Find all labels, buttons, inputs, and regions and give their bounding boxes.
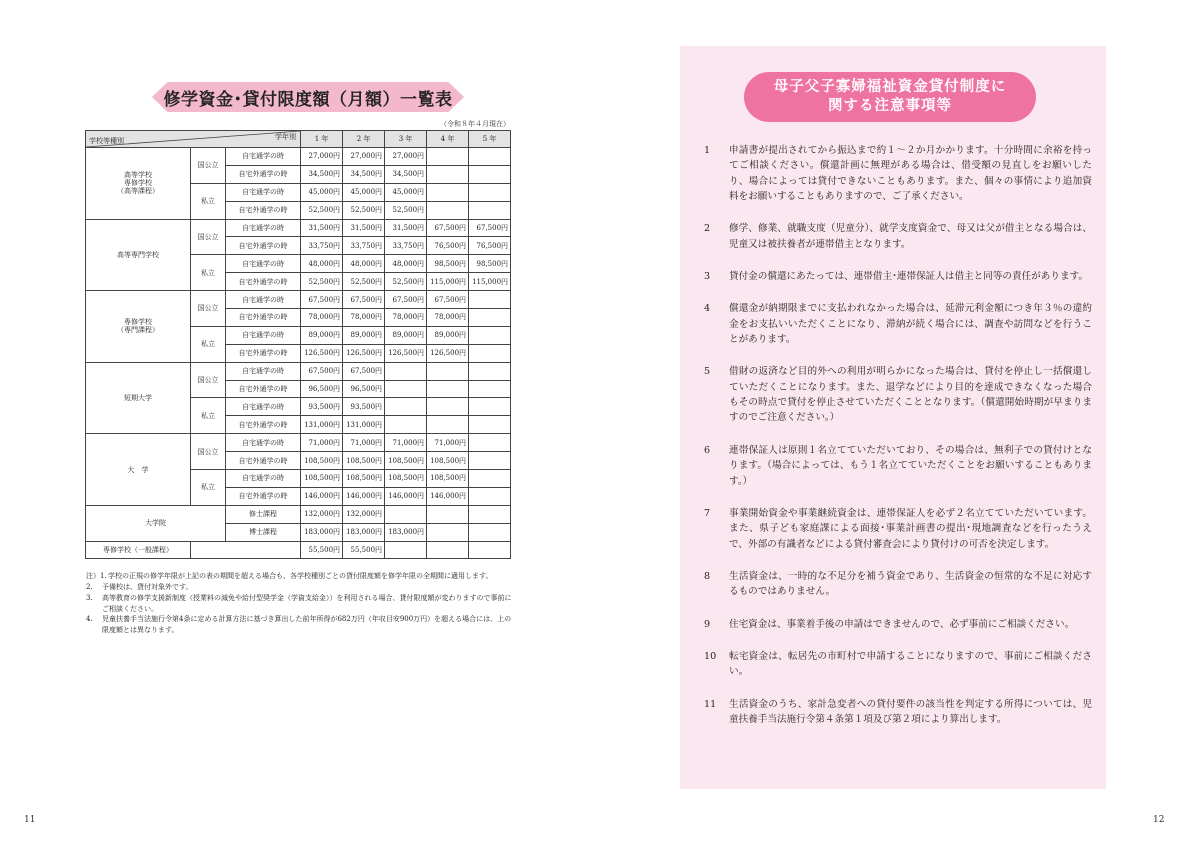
notice-item-number: 1 [704, 145, 711, 156]
commute-type-cell: 自宅外通学の時 [226, 380, 301, 398]
amount-cell [469, 201, 511, 219]
commute-type-cell: 自宅通学の時 [226, 434, 301, 452]
amount-cell [385, 505, 427, 523]
amount-cell [427, 148, 469, 166]
table-row [86, 362, 511, 380]
note-prefix: 3. [86, 593, 93, 602]
amount-cell [385, 541, 427, 559]
amount-cell: 131,000円 [343, 416, 385, 434]
amount-cell: 31,500円 [343, 219, 385, 237]
commute-type-cell: 自宅通学の時 [226, 255, 301, 273]
amount-cell: 34,500円 [385, 165, 427, 183]
amount-cell: 132,000円 [301, 505, 343, 523]
notice-item [704, 443, 1092, 489]
amount-cell [469, 326, 511, 344]
school-type-cell: 高等専門学校 [86, 219, 191, 291]
amount-cell [469, 470, 511, 488]
amount-cell: 108,500円 [343, 452, 385, 470]
notice-title-line1: 母子父子寡婦福祉資金貸付制度に [773, 79, 1007, 96]
commute-type-cell: 博士課程 [226, 523, 301, 541]
year-header: 2 年 [343, 131, 385, 148]
commute-type-cell: 自宅外通学の時 [226, 487, 301, 505]
amount-cell [385, 416, 427, 434]
school-type-cell: 高等学校 専修学校 （高等課程） [86, 148, 191, 220]
amount-cell: 67,500円 [343, 291, 385, 309]
notice-item [704, 506, 1092, 552]
notice-item-number: 7 [704, 507, 711, 519]
amount-cell [469, 165, 511, 183]
amount-cell [469, 291, 511, 309]
school-type-cell: 大学院 [86, 505, 226, 541]
notice-item-text: 借財の返済など目的外への利用が明らかになった場合は、貸付を停止し一括償還していただくことになります。また、退学などにより目的を達成できなくなった場合もその時点で貸付を停止させていただくこととなります。（償還開始時期が早まりますのでご注意ください。） [729, 366, 1092, 424]
amount-cell: 67,500円 [427, 219, 469, 237]
commute-type-cell: 自宅通学の時 [226, 470, 301, 488]
amount-cell: 33,750円 [343, 237, 385, 255]
amount-cell: 96,500円 [343, 380, 385, 398]
amount-cell: 27,000円 [343, 148, 385, 166]
amount-cell: 52,500円 [385, 273, 427, 291]
amount-cell: 126,500円 [427, 344, 469, 362]
year-header: 5 年 [469, 131, 511, 148]
amount-cell: 146,000円 [301, 487, 343, 505]
empty-cell [191, 541, 301, 559]
amount-cell [427, 183, 469, 201]
notice-item-text: 事業開始資金や事業継続資金は、連帯保証人を必ず２名立てていただいています。また、県子ども家庭課による面接･事業計画書の提出･現地調査などを行ったうえで、外部の有識者などによる貸付審査会により貸付けの可否を決定します。 [729, 507, 1092, 550]
commute-type-cell: 自宅外通学の時 [226, 416, 301, 434]
amount-cell [427, 165, 469, 183]
school-type-cell: 短期大学 [86, 362, 191, 434]
note-item [86, 571, 516, 582]
amount-cell: 34,500円 [301, 165, 343, 183]
school-type-label: 学校等種別 [89, 136, 124, 145]
table-notes [86, 571, 516, 636]
school-type-cell: 専修学校（一般課程） [86, 541, 191, 559]
note-prefix: 2. [86, 582, 93, 591]
commute-type-cell: 自宅外通学の時 [226, 452, 301, 470]
note-text: 高等教育の修学支援新制度（授業料の減免や給付型奨学金（学資支給金））を利用される場合、貸付限度額が変わりますので事前にご相談ください。 [102, 593, 512, 613]
amount-cell [469, 452, 511, 470]
note-prefix: 注）1. [86, 572, 107, 580]
amount-cell [427, 201, 469, 219]
ownership-cell: 国公立 [191, 362, 226, 398]
amount-cell [469, 416, 511, 434]
commute-type-cell: 自宅外通学の時 [226, 201, 301, 219]
table-row [86, 291, 511, 309]
amount-cell [385, 362, 427, 380]
amount-cell: 183,000円 [301, 523, 343, 541]
amount-cell: 126,500円 [301, 344, 343, 362]
commute-type-cell: 自宅通学の時 [226, 291, 301, 309]
amount-cell: 108,500円 [385, 452, 427, 470]
note-item [86, 582, 516, 593]
notice-item-text: 修学、修業、就職支度（児童分）、就学支度資金で、母又は父が借主となる場合は、児童又は被扶養者が連帯借主となります。 [729, 223, 1092, 250]
amount-cell [427, 416, 469, 434]
school-type-cell: 大 学 [86, 434, 191, 506]
amount-cell: 45,000円 [343, 183, 385, 201]
amount-cell [469, 344, 511, 362]
commute-type-cell: 自宅外通学の時 [226, 237, 301, 255]
table-row [86, 505, 511, 523]
amount-cell: 89,000円 [343, 326, 385, 344]
amount-cell [385, 380, 427, 398]
amount-cell: 78,000円 [427, 309, 469, 327]
loan-limits-table [85, 130, 511, 559]
amount-cell [427, 380, 469, 398]
ownership-cell: 私立 [191, 470, 226, 506]
amount-cell: 27,000円 [385, 148, 427, 166]
table-title-banner [152, 82, 464, 112]
commute-type-cell: 自宅通学の時 [226, 219, 301, 237]
notice-item [704, 569, 1092, 600]
amount-cell: 34,500円 [343, 165, 385, 183]
notice-item-text: 生活資金は、一時的な不足分を補う資金であり、生活資金の恒常的な不足に対応するものではありません。 [729, 570, 1092, 598]
notice-item-number: 10 [704, 650, 717, 662]
ownership-cell: 国公立 [191, 219, 226, 255]
table-header-row [86, 131, 511, 148]
amount-cell: 126,500円 [343, 344, 385, 362]
notice-title-badge [744, 72, 1036, 122]
as-of-date: （令和８年４月現在） [440, 120, 510, 128]
ownership-cell: 国公立 [191, 291, 226, 327]
ownership-cell: 国公立 [191, 148, 226, 184]
notice-item-text: 転宅資金は、転居先の市町村で申請することになりますので、事前にご相談ください。 [729, 650, 1092, 678]
commute-type-cell: 自宅通学の時 [226, 326, 301, 344]
notice-items [704, 143, 1092, 744]
amount-cell: 98,500円 [427, 255, 469, 273]
amount-cell: 89,000円 [385, 326, 427, 344]
notice-item-text: 連帯保証人は原則１名立てていただいており、その場合は、無利子での貸付けとなります。（場合によっては、もう１名立てていただくことをお願いすることもあります。） [729, 444, 1092, 487]
amount-cell: 183,000円 [385, 523, 427, 541]
notice-item-number: 9 [704, 618, 711, 630]
notice-item-number: 3 [704, 271, 711, 283]
amount-cell: 31,500円 [385, 219, 427, 237]
amount-cell: 108,500円 [343, 470, 385, 488]
amount-cell: 45,000円 [301, 183, 343, 201]
commute-type-cell: 自宅外通学の時 [226, 344, 301, 362]
amount-cell [469, 148, 511, 166]
note-text: 児童扶養手当法施行令第4条に定める計算方法に基づき算出した前年所得が682万円（年収目安900万円）を超える場合には、上の限度額とは異なります。 [102, 615, 512, 635]
commute-type-cell: 修士課程 [226, 505, 301, 523]
amount-cell [469, 487, 511, 505]
amount-cell: 67,500円 [385, 291, 427, 309]
amount-cell: 146,000円 [385, 487, 427, 505]
amount-cell: 52,500円 [343, 201, 385, 219]
notice-item [704, 221, 1092, 252]
amount-cell: 67,500円 [343, 362, 385, 380]
amount-cell: 96,500円 [301, 380, 343, 398]
amount-cell: 52,500円 [301, 201, 343, 219]
commute-type-cell: 自宅通学の時 [226, 183, 301, 201]
notice-item-number: 8 [704, 570, 711, 582]
amount-cell: 108,500円 [427, 452, 469, 470]
amount-cell: 67,500円 [301, 291, 343, 309]
amount-cell: 33,750円 [301, 237, 343, 255]
notice-item [704, 617, 1092, 632]
amount-cell [469, 541, 511, 559]
amount-cell: 71,000円 [301, 434, 343, 452]
amount-cell: 76,500円 [427, 237, 469, 255]
amount-cell: 52,500円 [385, 201, 427, 219]
notice-item-number: 11 [704, 698, 717, 710]
amount-cell: 115,000円 [427, 273, 469, 291]
amount-cell [469, 523, 511, 541]
grade-label: 学年別 [275, 133, 297, 141]
notice-item-text: 償還金が納期限までに支払われなかった場合は、延滞元利金額につき年３％の違約金をお支払いいただくことになり、滞納が続く場合には、調査や訪問などを行うことがあります。 [729, 303, 1092, 346]
notice-item-text: 生活資金のうち、家計急変者への貸付要件の該当性を判定する所得については、児童扶養手当法施行令第４条第１項及び第２項により算出します。 [729, 698, 1092, 725]
amount-cell: 76,500円 [469, 237, 511, 255]
amount-cell: 146,000円 [427, 487, 469, 505]
amount-cell [469, 398, 511, 416]
ownership-cell: 私立 [191, 326, 226, 362]
amount-cell: 45,000円 [385, 183, 427, 201]
amount-cell: 115,000円 [469, 273, 511, 291]
amount-cell: 67,500円 [301, 362, 343, 380]
amount-cell: 33,750円 [385, 237, 427, 255]
ownership-cell: 私立 [191, 255, 226, 291]
header-corner-cell [86, 131, 301, 148]
amount-cell: 67,500円 [469, 219, 511, 237]
notice-item-number: 4 [704, 303, 711, 315]
notice-item-number: 6 [704, 444, 711, 456]
commute-type-cell: 自宅通学の時 [226, 148, 301, 166]
notice-item [704, 649, 1092, 680]
notice-title-line2: 関する注意事項等 [828, 98, 952, 114]
page-number-left: 11 [24, 815, 36, 825]
commute-type-cell: 自宅外通学の時 [226, 309, 301, 327]
note-text: 学校の正規の修学年限が上記の表の期間を超える場合も、各学校種別ごとの貸付限度額を修学年限の全期間に適用します。 [108, 572, 493, 580]
table-row [86, 219, 511, 237]
year-header: 1 年 [301, 131, 343, 148]
amount-cell: 108,500円 [301, 452, 343, 470]
amount-cell: 108,500円 [385, 470, 427, 488]
amount-cell: 146,000円 [343, 487, 385, 505]
amount-cell: 183,000円 [343, 523, 385, 541]
notice-item-number: 5 [704, 366, 711, 378]
table-title: 修学資金･貸付限度額（月額）一覧表 [163, 89, 453, 110]
amount-cell [427, 362, 469, 380]
amount-cell [469, 434, 511, 452]
commute-type-cell: 自宅外通学の時 [226, 165, 301, 183]
notice-item [704, 697, 1092, 728]
page-number-right: 12 [1153, 815, 1165, 825]
amount-cell: 52,500円 [301, 273, 343, 291]
notice-item-text: 住宅資金は、事業着手後の申請はできませんので、必ず事前にご相談ください。 [729, 618, 1075, 630]
notice-item-text: 貸付金の償還にあたっては、連帯借主･連帯保証人は借主と同等の責任があります。 [729, 271, 1088, 283]
amount-cell: 71,000円 [343, 434, 385, 452]
amount-cell [469, 309, 511, 327]
ownership-cell: 私立 [191, 183, 226, 219]
amount-cell [427, 541, 469, 559]
amount-cell: 48,000円 [385, 255, 427, 273]
amount-cell: 78,000円 [301, 309, 343, 327]
amount-cell [469, 380, 511, 398]
amount-cell: 89,000円 [427, 326, 469, 344]
ownership-cell: 国公立 [191, 434, 226, 470]
notice-item [704, 301, 1092, 347]
amount-cell: 108,500円 [301, 470, 343, 488]
amount-cell [469, 505, 511, 523]
amount-cell [427, 523, 469, 541]
notice-item [704, 143, 1092, 204]
notice-item [704, 269, 1092, 284]
note-item [86, 614, 516, 636]
amount-cell: 78,000円 [385, 309, 427, 327]
table-row [86, 434, 511, 452]
amount-cell: 126,500円 [385, 344, 427, 362]
note-text: 予備校は、貸付対象外です。 [102, 582, 193, 591]
amount-cell [469, 183, 511, 201]
amount-cell [385, 398, 427, 416]
notice-item [704, 364, 1092, 425]
note-item [86, 593, 516, 615]
amount-cell [469, 362, 511, 380]
year-header: 4 年 [427, 131, 469, 148]
amount-cell: 48,000円 [301, 255, 343, 273]
amount-cell [427, 505, 469, 523]
table-row [86, 148, 511, 166]
amount-cell: 132,000円 [343, 505, 385, 523]
amount-cell: 93,500円 [301, 398, 343, 416]
table-body [86, 148, 511, 559]
amount-cell: 71,000円 [427, 434, 469, 452]
amount-cell: 131,000円 [301, 416, 343, 434]
year-header: 3 年 [385, 131, 427, 148]
notice-item-text: 申請書が提出されてから振込まで約１～２か月かかります。十分時間に余裕を持ってご相談ください。償還計画に無理がある場合は、借受額の見直しをお願いしたり、場合によっては貸付できないこともあります。また、個々の事情により追加資料をお願いすることもありますので、ご了承ください。 [729, 145, 1092, 203]
commute-type-cell: 自宅通学の時 [226, 362, 301, 380]
amount-cell [427, 398, 469, 416]
school-type-cell: 専修学校 （専門課程） [86, 291, 191, 363]
commute-type-cell: 自宅通学の時 [226, 398, 301, 416]
amount-cell: 55,500円 [343, 541, 385, 559]
amount-cell: 55,500円 [301, 541, 343, 559]
amount-cell: 93,500円 [343, 398, 385, 416]
amount-cell: 27,000円 [301, 148, 343, 166]
amount-cell: 89,000円 [301, 326, 343, 344]
amount-cell: 108,500円 [427, 470, 469, 488]
ownership-cell: 私立 [191, 398, 226, 434]
table-row [86, 541, 511, 559]
notice-item-number: 2 [704, 223, 711, 235]
amount-cell: 31,500円 [301, 219, 343, 237]
amount-cell: 98,500円 [469, 255, 511, 273]
amount-cell: 48,000円 [343, 255, 385, 273]
amount-cell: 78,000円 [343, 309, 385, 327]
note-prefix: 4. [86, 615, 93, 624]
amount-cell: 67,500円 [427, 291, 469, 309]
amount-cell: 71,000円 [385, 434, 427, 452]
commute-type-cell: 自宅外通学の時 [226, 273, 301, 291]
amount-cell: 52,500円 [343, 273, 385, 291]
